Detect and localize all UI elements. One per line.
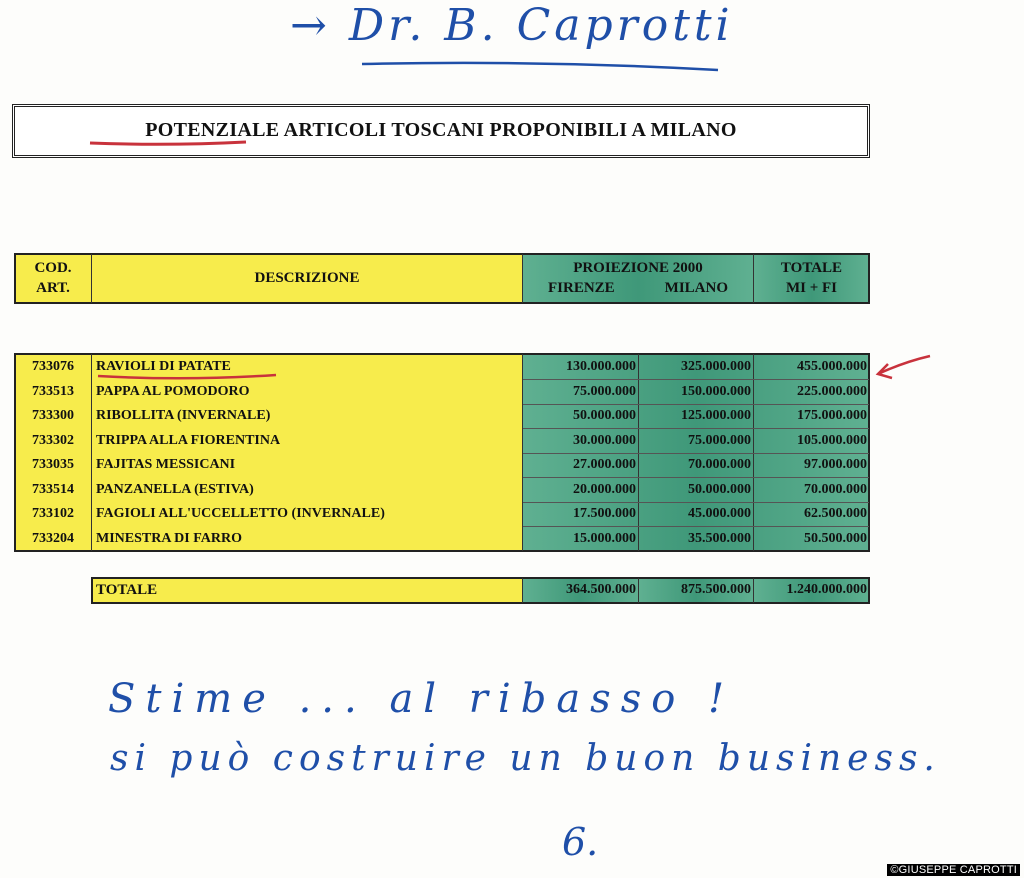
cell-code: 733204	[32, 530, 74, 546]
header-code: COD. ART.	[15, 254, 91, 303]
totals-label: TOTALE	[92, 578, 522, 603]
cell-description: TRIPPA ALLA FIORENTINA	[96, 432, 281, 448]
cell-code: 733513	[32, 383, 74, 399]
header-milano: MILANO	[664, 280, 728, 296]
cell-code: 733514	[32, 481, 74, 497]
cell-code: 733076	[32, 359, 74, 374]
cell-code: 733302	[32, 432, 74, 448]
row-rule	[523, 404, 869, 405]
header-description: DESCRIZIONE	[92, 254, 522, 303]
header-firenze: FIRENZE	[547, 280, 615, 296]
cell-description: RIBOLLITA (INVERNALE)	[96, 408, 271, 423]
cell-firenze: 30.000.000	[573, 432, 636, 448]
cell-code: 733300	[32, 408, 74, 423]
handwritten-addressee: → Dr. B. Caprotti	[290, 0, 734, 51]
divider	[753, 254, 754, 303]
cell-description: RAVIOLI DI PATATE	[96, 359, 231, 374]
cell-firenze: 75.000.000	[573, 383, 636, 399]
cell-code: 733035	[32, 457, 74, 472]
cell-description: FAJITAS MESSICANI	[96, 457, 236, 472]
cell-total: 97.000.000	[804, 457, 867, 472]
cell-firenze: 15.000.000	[573, 530, 636, 546]
divider	[753, 578, 754, 603]
cell-milano: 75.000.000	[688, 432, 751, 448]
handwritten-note-line2: si può costruire un buon business.	[110, 738, 941, 779]
cell-milano: 150.000.000	[681, 383, 751, 399]
red-underline-ravioli	[96, 372, 278, 382]
header-total: TOTALE MI + FI	[754, 254, 869, 303]
cell-milano: 45.000.000	[688, 506, 751, 521]
divider	[91, 354, 92, 551]
cell-firenze: 27.000.000	[573, 457, 636, 472]
handwritten-page-number: 6.	[562, 820, 599, 864]
cell-firenze: 20.000.000	[573, 481, 636, 497]
cell-milano: 125.000.000	[681, 408, 751, 423]
row-rule	[523, 453, 869, 454]
title-box	[12, 104, 870, 158]
cell-milano: 325.000.000	[681, 359, 751, 374]
cell-description: MINESTRA DI FARRO	[96, 530, 242, 546]
totals-total: 1.240.000.000	[754, 578, 869, 603]
cell-total: 175.000.000	[797, 408, 867, 423]
divider	[522, 254, 523, 303]
handwritten-underline	[360, 58, 720, 72]
row-rule	[523, 526, 869, 527]
row-rule	[523, 379, 869, 380]
cell-firenze: 50.000.000	[573, 408, 636, 423]
cell-firenze: 130.000.000	[566, 359, 636, 374]
cell-milano: 50.000.000	[688, 481, 751, 497]
row-rule	[523, 502, 869, 503]
divider	[91, 254, 92, 303]
header-projection: PROIEZIONE 2000 FIRENZE MILANO	[523, 254, 753, 303]
row-rule	[523, 477, 869, 478]
red-underline-title	[88, 138, 248, 148]
totals-milano: 875.500.000	[639, 578, 753, 603]
copyright-label: ©GIUSEPPE CAPROTTI	[887, 864, 1020, 876]
cell-total: 225.000.000	[797, 383, 867, 399]
cell-total: 455.000.000	[797, 359, 867, 374]
row-rule	[523, 428, 869, 429]
document-title: POTENZIALE ARTICOLI TOSCANI PROPONIBILI A MILANO	[145, 119, 737, 141]
divider	[522, 578, 523, 603]
cell-milano: 70.000.000	[688, 457, 751, 472]
cell-total: 70.000.000	[804, 481, 867, 497]
cell-total: 50.500.000	[804, 530, 867, 546]
cell-total: 62.500.000	[804, 506, 867, 521]
divider	[638, 578, 639, 603]
cell-description: FAGIOLI ALL'UCCELLETTO (INVERNALE)	[96, 506, 385, 521]
cell-firenze: 17.500.000	[573, 506, 636, 521]
cell-total: 105.000.000	[797, 432, 867, 448]
red-arrow-icon	[872, 350, 934, 384]
handwritten-note-line1: Stime ... al ribasso !	[108, 676, 735, 722]
totals-firenze: 364.500.000	[523, 578, 638, 603]
cell-milano: 35.500.000	[688, 530, 751, 546]
cell-code: 733102	[32, 506, 74, 521]
cell-description: PANZANELLA (ESTIVA)	[96, 481, 254, 497]
cell-description: PAPPA AL POMODORO	[96, 383, 250, 399]
